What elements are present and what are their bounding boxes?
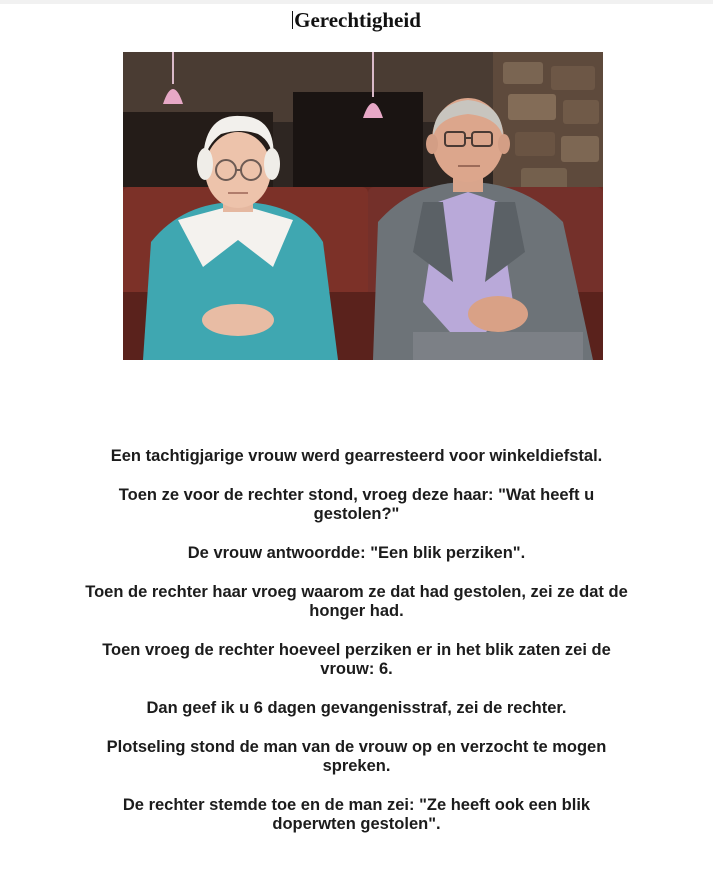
story-paragraph-4: Toen de rechter haar vroeg waarom ze dat had gestolen, zei ze dat de honger had. (85, 583, 628, 620)
story-text (80, 447, 633, 854)
page-title: Gerechtigheid (294, 8, 421, 32)
elderly-couple-photo (123, 52, 603, 360)
story-paragraph-8: De rechter stemde toe en de man zei: "Ze heeft ook een blik doperwten gestolen". (122, 796, 591, 833)
story-paragraph-5: Toen vroeg de rechter hoeveel perziken er in het blik zaten zei de vrouw: 6. (102, 641, 611, 678)
top-edge (0, 0, 713, 4)
story-paragraph-1: Een tachtigjarige vrouw werd gearresteerd voor winkeldiefstal. (110, 447, 603, 465)
story-paragraph-6: Dan geef ik u 6 dagen gevangenisstraf, zei de rechter. (146, 699, 567, 717)
story-paragraph-3: De vrouw antwoordde: "Een blik perziken". (187, 544, 526, 562)
story-paragraph-7: Plotseling stond de man van de vrouw op en verzocht te mogen spreken. (106, 738, 607, 775)
photo-illustration (123, 52, 603, 360)
text-cursor (292, 11, 293, 29)
page-title-container (0, 8, 713, 33)
story-paragraph-2: Toen ze voor de rechter stond, vroeg deze haar: "Wat heeft u gestolen?" (118, 486, 595, 523)
